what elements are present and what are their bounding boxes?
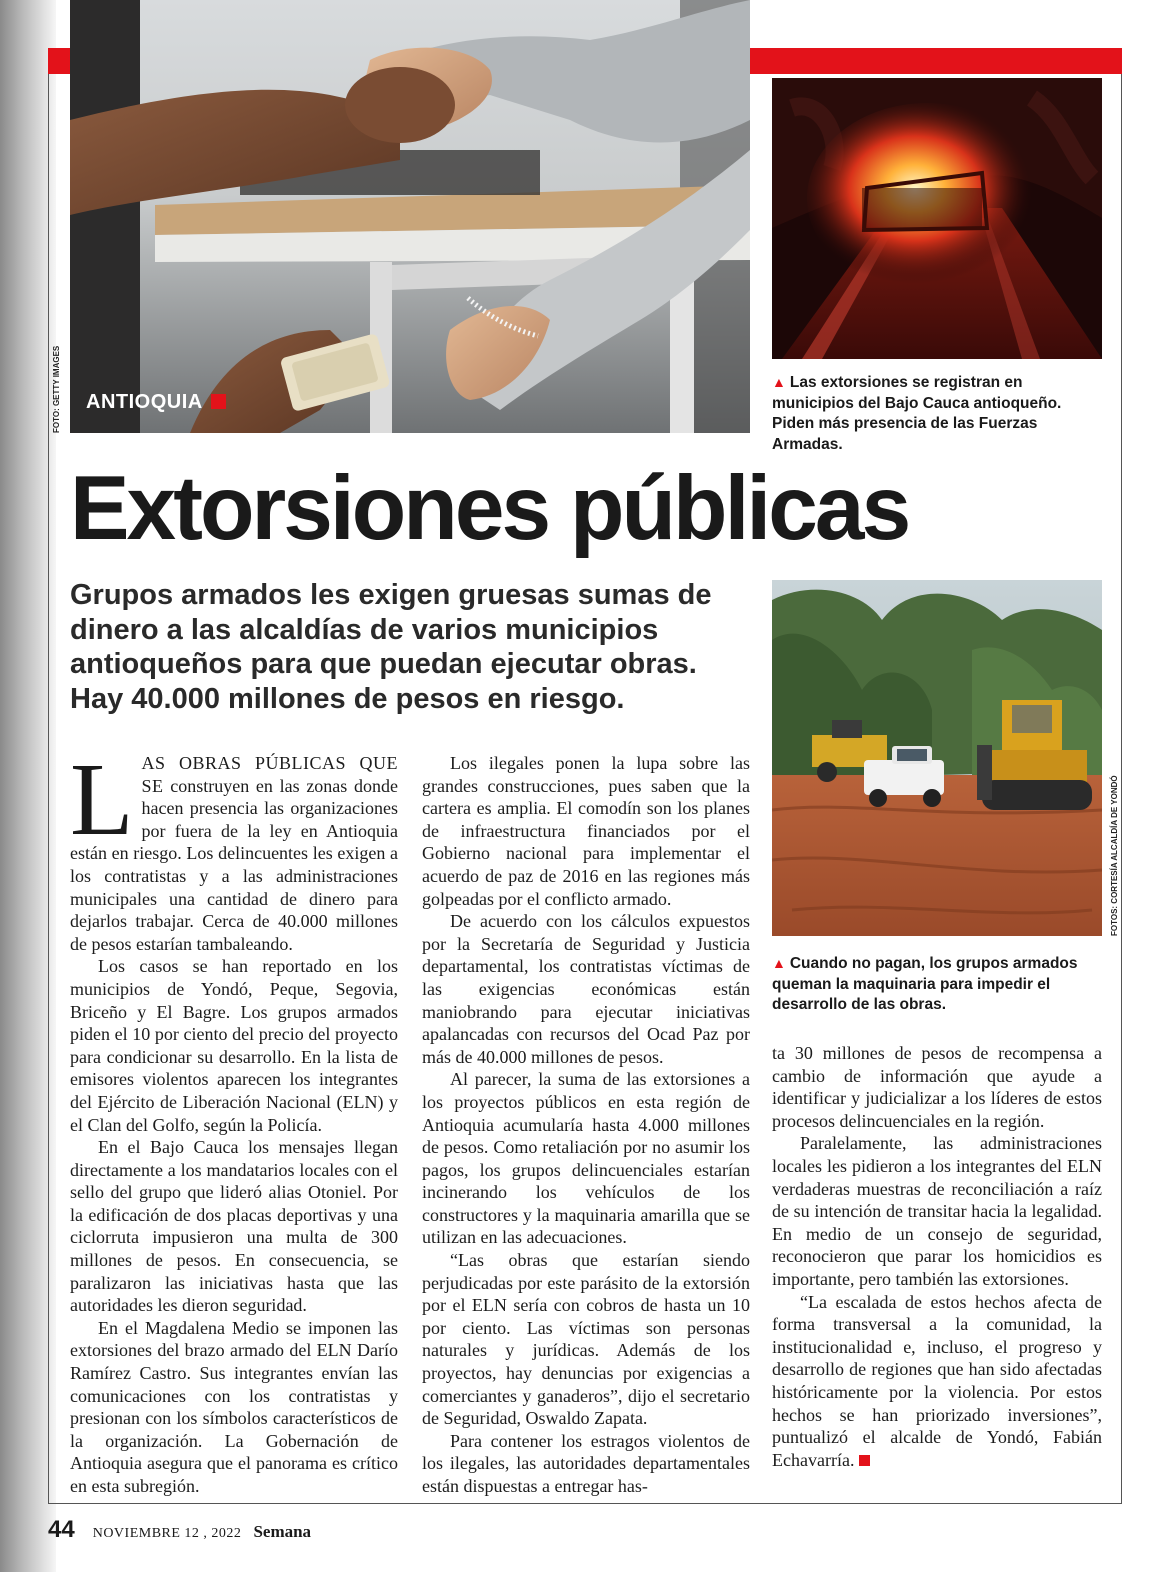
photo-handshake-bribe (70, 0, 750, 433)
caption-fire: ▲ Las extorsiones se registran en municipios del Bajo Cauca antioqueño. Piden más presencia de las Fuerzas Armadas. (772, 374, 1062, 453)
red-accent-bar-right (750, 48, 1122, 74)
photo-construction-machinery (772, 580, 1102, 936)
photo-burning-vehicle (772, 78, 1102, 359)
article-paragraph (772, 1291, 1102, 1472)
paragraph-text: “La escalada de estos hechos afecta de forma transversal a la comunidad, la institucionalidad e, incluso, el progreso y desarrollo de regiones que han sido afectadas históricamente por la violencia. Por estos hechos se han priorizado inversiones”, puntualizó el alcalde de Yondó, Fabián Echavarría. (772, 1291, 1102, 1470)
photo-credit-main: FOTO: GETTY IMAGES (52, 345, 61, 433)
article-paragraph: De acuerdo con los cálculos expuestos por la Secretaría de Seguridad y Justicia departamental, los contratistas víctimas de las exigencias económicas están maniobrando para ejecutar iniciativas apalancadas con recursos del Ocad Paz por más de 40.000 millones de pesos. (422, 911, 750, 1067)
magazine-name: Semana (253, 1522, 312, 1541)
article-paragraph: En el Bajo Cauca los mensajes llegan directamente a los mandatarios locales con el sello del grupo que lideró alias Otoniel. Por la edificación de dos placas deportivas y una ciclorruta impusieron una multa de 300 millones de pesos. En consecuencia, se paralizaron las iniciativas hasta que las autoridades les dieron seguridad. (70, 1137, 398, 1316)
article-paragraph: Los casos se han reportado en los municipios de Yondó, Peque, Segovia, Briceño y El Bagre. Los grupos armados piden el 10 por ciento del precio del proyecto para condicionar su desarrollo. En la lista de emisores violentos aparecen los integrantes del Ejército de Liberación Nacional (ELN) y el Clan del Golfo, según la Policía. (70, 956, 398, 1135)
article-column-2 (422, 752, 750, 1498)
lead-caps: AS OBRAS PÚBLICAS QUE SE (141, 753, 398, 796)
paragraph-text: construyen en las zonas donde hacen presencia las organizaciones por fuera de la ley en Antioquia están en riesgo. Los delincuentes les exigen a los contratistas y a las administraciones municipales una cantidad de dinero para dejarlos trabajar. Cerca de 40.000 millones de pesos estarían tambaleando. (70, 775, 398, 954)
caption-marker-icon: ▲ (772, 374, 786, 390)
article-column-3 (772, 1042, 1102, 1471)
deck-subtitle: Grupos armados les exigen gruesas sumas de dinero a las alcaldías de varios municipios antioqueños para que puedan ejecutar obras. Hay 40.000 millones de pesos en riesgo. (70, 579, 712, 715)
photo-credit-secondary: FOTOS: CORTESÍA ALCALDÍA DE YONDÓ (1110, 775, 1119, 936)
article-paragraph: ta 30 millones de pesos de recompensa a cambio de información que ayude a identificar y judicializar a los líderes de estos procesos delincuenciales en la región. (772, 1043, 1102, 1131)
section-tag: ANTIOQUIA (86, 391, 226, 414)
section-tag-marker (211, 394, 226, 409)
issue-date: NOVIEMBRE 12 , 2022 (92, 1526, 242, 1541)
article-paragraph: Para contener los estragos violentos de los ilegales, las autoridades departamentales están dispuestas a entregar has- (422, 1430, 750, 1496)
article-paragraph: En el Magdalena Medio se imponen las extorsiones del brazo armado del ELN Darío Ramírez Castro. Sus integrantes envían las comunicaciones con los contratistas y presionan con los símbolos característicos de la organización. La Gobernación de Antioquia asegura que el panorama es crítico en esta subregión. (70, 1317, 398, 1496)
article-paragraph: “Las obras que estarían siendo perjudicadas por este parásito de la extorsión por el ELN sería con cobros de hasta un 10 por ciento. Las víctimas son personas naturales y jurídicas. Además de los proyectos, hay denuncias por exigencias a comerciantes y ganaderos”, dijo el secretario de Seguridad, Oswaldo Zapata. (422, 1250, 750, 1429)
article-paragraph (70, 742, 398, 955)
page-number: 44 (48, 1516, 75, 1543)
headline: Extorsiones públicas (70, 458, 909, 559)
article-paragraph: Al parecer, la suma de las extorsiones a los proyectos públicos en esta región de Antioquia acumularía hasta 4.000 millones de pesos. Como retaliación por no asumir los pagos, los grupos delincuenciales estarían incinerando los vehículos de los constructores y la maquinaria amarilla que se utilizan en las adecuaciones. (422, 1069, 750, 1248)
article-paragraph: Los ilegales ponen la lupa sobre las grandes construcciones, pues saben que la cartera es amplia. El comodín son los planes de infraestructura financiados por el Gobierno nacional para implementar el acuerdo de paz de 2016 en las regiones más golpeadas por el conflicto armado. (422, 753, 750, 909)
article-column-1 (70, 742, 398, 1498)
caption-road: ▲ Cuando no pagan, los grupos armados queman la maquinaria para impedir el desarrollo de las obras. (772, 955, 1078, 1013)
end-mark-icon (859, 1455, 870, 1466)
drop-cap: L (70, 742, 134, 857)
red-accent-bar-left (48, 48, 70, 74)
article-paragraph: Paralelamente, las administraciones locales les pidieron a los integrantes del ELN verdaderas muestras de reconciliación a raíz de su intención de transitar hacia la legalidad. En medio de un consejo de seguridad, reconocieron que parar los homicidios es importante, pero también las extorsiones. (772, 1133, 1102, 1289)
caption-marker-icon: ▲ (772, 955, 786, 971)
page-footer (48, 1516, 311, 1544)
